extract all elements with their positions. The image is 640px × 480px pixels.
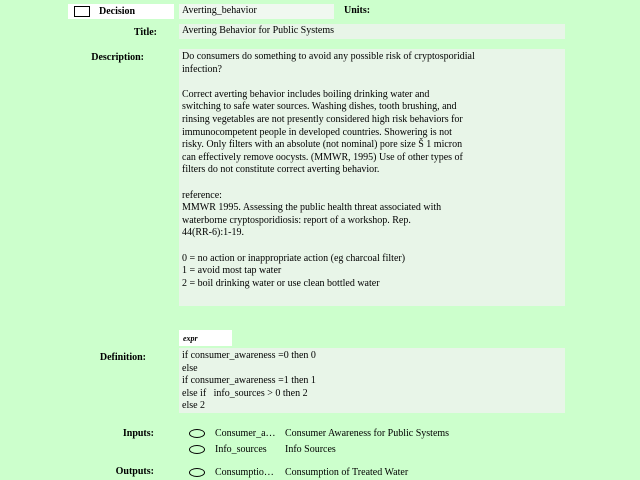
rectangle-icon bbox=[74, 6, 90, 17]
input-row[interactable] bbox=[189, 425, 449, 441]
node-kind-box bbox=[68, 4, 174, 19]
description-paragraph: Do consumers do something to avoid any possible risk of cryptosporidial infection? bbox=[182, 51, 475, 75]
description-paragraph: Correct averting behavior includes boiling drinking water and switching to safe water sources. Washing dishes, tooth brushing, and rinsing vegetables are not presently considered high risk behaviors for immunocompetent people in developed countries. Showering is not risky. Only filters with an absolute (not nominal) pore size Š 1 micron can effectively remove oocysts. (MMWR, 1995) Use of other types of filters do not constitute correct averting behavior. bbox=[182, 88, 463, 176]
inputs-label: Inputs: bbox=[122, 428, 154, 439]
input-short-name[interactable]: Info_sources bbox=[215, 443, 267, 455]
definition-line: else 2 bbox=[182, 400, 206, 412]
expr-badge-label: expr bbox=[183, 333, 198, 343]
title-label: Title: bbox=[133, 27, 157, 38]
outputs-list bbox=[189, 464, 408, 480]
output-full-name: Consumption of Treated Water bbox=[285, 466, 409, 478]
description-paragraph: 0 = no action or inappropriate action (eg charcoal filter) 1 = avoid most tap water 2 = boil drinking water or use clean bottled water bbox=[182, 252, 406, 289]
node-name-field[interactable]: Averting_behavior bbox=[179, 4, 334, 19]
definition-label: Definition: bbox=[99, 352, 146, 363]
outputs-label: Outputs: bbox=[115, 466, 154, 477]
input-short-name[interactable]: Consumer_a… bbox=[215, 427, 276, 439]
input-full-name: Info Sources bbox=[285, 443, 336, 455]
description-field[interactable] bbox=[179, 49, 565, 306]
definition-line: else bbox=[182, 362, 198, 374]
node-kind-label: Decision bbox=[99, 6, 136, 17]
title-field[interactable]: Averting Behavior for Public Systems bbox=[179, 24, 565, 39]
description-paragraph: reference: MMWR 1995. Assessing the public health threat associated with waterborne cryptosporidiosis: report of a workshop. Rep. 44(RR-6):1-19. bbox=[182, 189, 442, 239]
definition-line: else if info_sources > 0 then 2 bbox=[182, 387, 308, 399]
inputs-list bbox=[189, 425, 449, 457]
input-row[interactable] bbox=[189, 441, 449, 457]
ellipse-icon bbox=[189, 445, 205, 454]
definition-line: if consumer_awareness =1 then 1 bbox=[182, 375, 316, 387]
ellipse-icon bbox=[189, 429, 205, 438]
units-label: Units: bbox=[344, 5, 371, 16]
expr-badge[interactable] bbox=[179, 330, 232, 346]
units-field[interactable] bbox=[380, 4, 530, 19]
output-short-name[interactable]: Consumptio… bbox=[215, 466, 274, 478]
description-label: Description: bbox=[91, 52, 144, 63]
definition-field[interactable] bbox=[179, 348, 565, 413]
ellipse-icon bbox=[189, 468, 205, 477]
definition-line: if consumer_awareness =0 then 0 bbox=[182, 350, 316, 361]
input-full-name: Consumer Awareness for Public Systems bbox=[285, 427, 450, 439]
output-row[interactable] bbox=[189, 464, 408, 480]
